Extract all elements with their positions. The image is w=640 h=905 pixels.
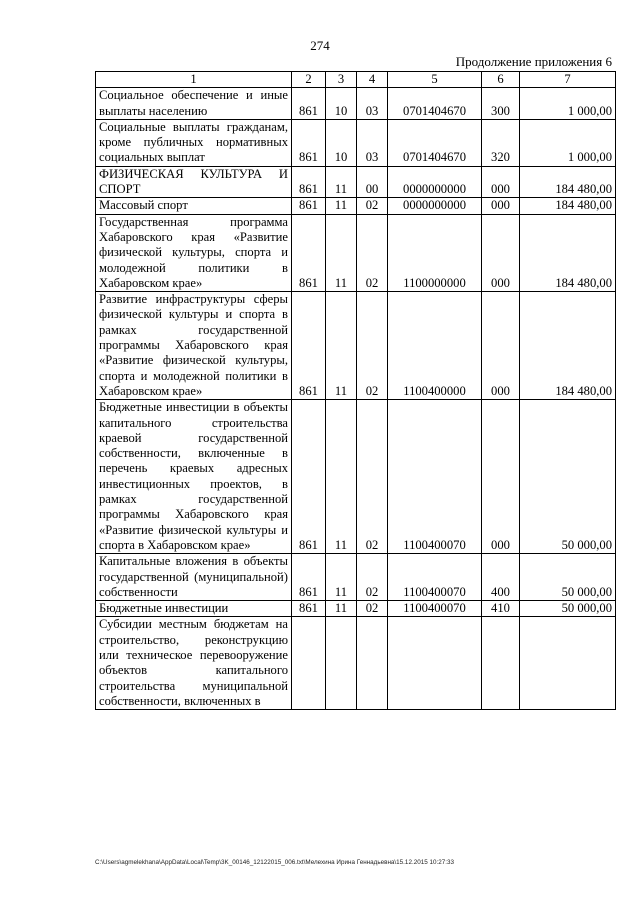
ministry-code-cell: 861 xyxy=(292,119,326,166)
table-row xyxy=(96,198,616,214)
section-code-cell: 10 xyxy=(326,88,357,120)
column-header: 5 xyxy=(388,72,482,88)
table-row xyxy=(96,119,616,166)
amount-cell: 1 000,00 xyxy=(520,119,616,166)
row-name-cell: Бюджетные инвестиции в объекты капитального строительства краевой государственной собственности, включенные в перечень краевых адресных инвестиционных проектов, в рамках государственной программы Хабаровского края «Развитие физической культуры и спорта в Хабаровском крае» xyxy=(96,400,292,554)
table-header-row xyxy=(96,72,616,88)
ministry-code-cell: 861 xyxy=(292,166,326,198)
table-row xyxy=(96,601,616,617)
target-article-cell xyxy=(388,617,482,710)
ministry-code-cell: 861 xyxy=(292,88,326,120)
subsection-code-cell: 02 xyxy=(357,198,388,214)
expense-type-cell: 000 xyxy=(482,400,520,554)
section-code-cell: 11 xyxy=(326,214,357,291)
target-article-cell: 1100400070 xyxy=(388,554,482,601)
expense-type-cell: 320 xyxy=(482,119,520,166)
table-row xyxy=(96,214,616,291)
section-code-cell: 11 xyxy=(326,198,357,214)
ministry-code-cell: 861 xyxy=(292,198,326,214)
amount-cell: 1 000,00 xyxy=(520,88,616,120)
expense-type-cell: 000 xyxy=(482,214,520,291)
table-row xyxy=(96,292,616,400)
budget-table xyxy=(95,71,616,710)
appendix-continuation-note: Продолжение приложения 6 xyxy=(455,54,612,69)
page-number: 274 xyxy=(310,38,330,53)
subsection-code-cell: 02 xyxy=(357,292,388,400)
column-header: 7 xyxy=(520,72,616,88)
expense-type-cell: 400 xyxy=(482,554,520,601)
ministry-code-cell: 861 xyxy=(292,214,326,291)
section-code-cell: 11 xyxy=(326,400,357,554)
table-row xyxy=(96,166,616,198)
table-row xyxy=(96,400,616,554)
column-header: 2 xyxy=(292,72,326,88)
ministry-code-cell: 861 xyxy=(292,554,326,601)
row-name-cell: Капитальные вложения в объекты государственной (муниципальной) собственности xyxy=(96,554,292,601)
table-row xyxy=(96,617,616,710)
section-code-cell: 11 xyxy=(326,554,357,601)
subsection-code-cell: 03 xyxy=(357,88,388,120)
amount-cell: 184 480,00 xyxy=(520,198,616,214)
subsection-code-cell: 02 xyxy=(357,554,388,601)
amount-cell: 50 000,00 xyxy=(520,601,616,617)
ministry-code-cell: 861 xyxy=(292,601,326,617)
amount-cell: 184 480,00 xyxy=(520,166,616,198)
amount-cell: 184 480,00 xyxy=(520,214,616,291)
expense-type-cell: 000 xyxy=(482,198,520,214)
row-name-cell: Массовый спорт xyxy=(96,198,292,214)
section-code-cell: 11 xyxy=(326,166,357,198)
target-article-cell: 1100400070 xyxy=(388,601,482,617)
table-row xyxy=(96,88,616,120)
ministry-code-cell: 861 xyxy=(292,292,326,400)
table-row xyxy=(96,554,616,601)
row-name-cell: Бюджетные инвестиции xyxy=(96,601,292,617)
target-article-cell: 1100400000 xyxy=(388,292,482,400)
section-code-cell: 10 xyxy=(326,119,357,166)
amount-cell: 184 480,00 xyxy=(520,292,616,400)
row-name-cell: ФИЗИЧЕСКАЯ КУЛЬТУРА И СПОРТ xyxy=(96,166,292,198)
footer-file-path: C:\Users\agmelekhana\AppData\Local\Temp\3K_00146_12122015_006.txt\Мелехина Ирина Геннадьевна\15.12.2015 10:27:33 xyxy=(95,859,454,866)
target-article-cell: 0000000000 xyxy=(388,166,482,198)
subsection-code-cell: 00 xyxy=(357,166,388,198)
amount-cell: 50 000,00 xyxy=(520,554,616,601)
amount-cell: 50 000,00 xyxy=(520,400,616,554)
row-name-cell: Социальное обеспечение и иные выплаты населению xyxy=(96,88,292,120)
section-code-cell: 11 xyxy=(326,292,357,400)
target-article-cell: 1100400070 xyxy=(388,400,482,554)
target-article-cell: 1100000000 xyxy=(388,214,482,291)
expense-type-cell: 410 xyxy=(482,601,520,617)
target-article-cell: 0701404670 xyxy=(388,88,482,120)
expense-type-cell: 300 xyxy=(482,88,520,120)
ministry-code-cell xyxy=(292,617,326,710)
section-code-cell: 11 xyxy=(326,601,357,617)
row-name-cell: Субсидии местным бюджетам на строительство, реконструкцию или техническое перевооружение объектов капитального строительства муниципальной собственности, включенных в xyxy=(96,617,292,710)
amount-cell xyxy=(520,617,616,710)
expense-type-cell xyxy=(482,617,520,710)
section-code-cell xyxy=(326,617,357,710)
column-header: 1 xyxy=(96,72,292,88)
subsection-code-cell xyxy=(357,617,388,710)
ministry-code-cell: 861 xyxy=(292,400,326,554)
row-name-cell: Государственная программа Хабаровского края «Развитие физической культуры, спорта и молодежной политики в Хабаровском крае» xyxy=(96,214,292,291)
expense-type-cell: 000 xyxy=(482,292,520,400)
subsection-code-cell: 02 xyxy=(357,214,388,291)
row-name-cell: Развитие инфраструктуры сферы физической культуры и спорта в рамках государственной программы Хабаровского края «Развитие физической культуры, спорта и молодежной политики в Хабаровском крае» xyxy=(96,292,292,400)
column-header: 3 xyxy=(326,72,357,88)
row-name-cell: Социальные выплаты гражданам, кроме публичных нормативных социальных выплат xyxy=(96,119,292,166)
target-article-cell: 0000000000 xyxy=(388,198,482,214)
subsection-code-cell: 02 xyxy=(357,601,388,617)
target-article-cell: 0701404670 xyxy=(388,119,482,166)
subsection-code-cell: 02 xyxy=(357,400,388,554)
subsection-code-cell: 03 xyxy=(357,119,388,166)
column-header: 4 xyxy=(357,72,388,88)
expense-type-cell: 000 xyxy=(482,166,520,198)
column-header: 6 xyxy=(482,72,520,88)
